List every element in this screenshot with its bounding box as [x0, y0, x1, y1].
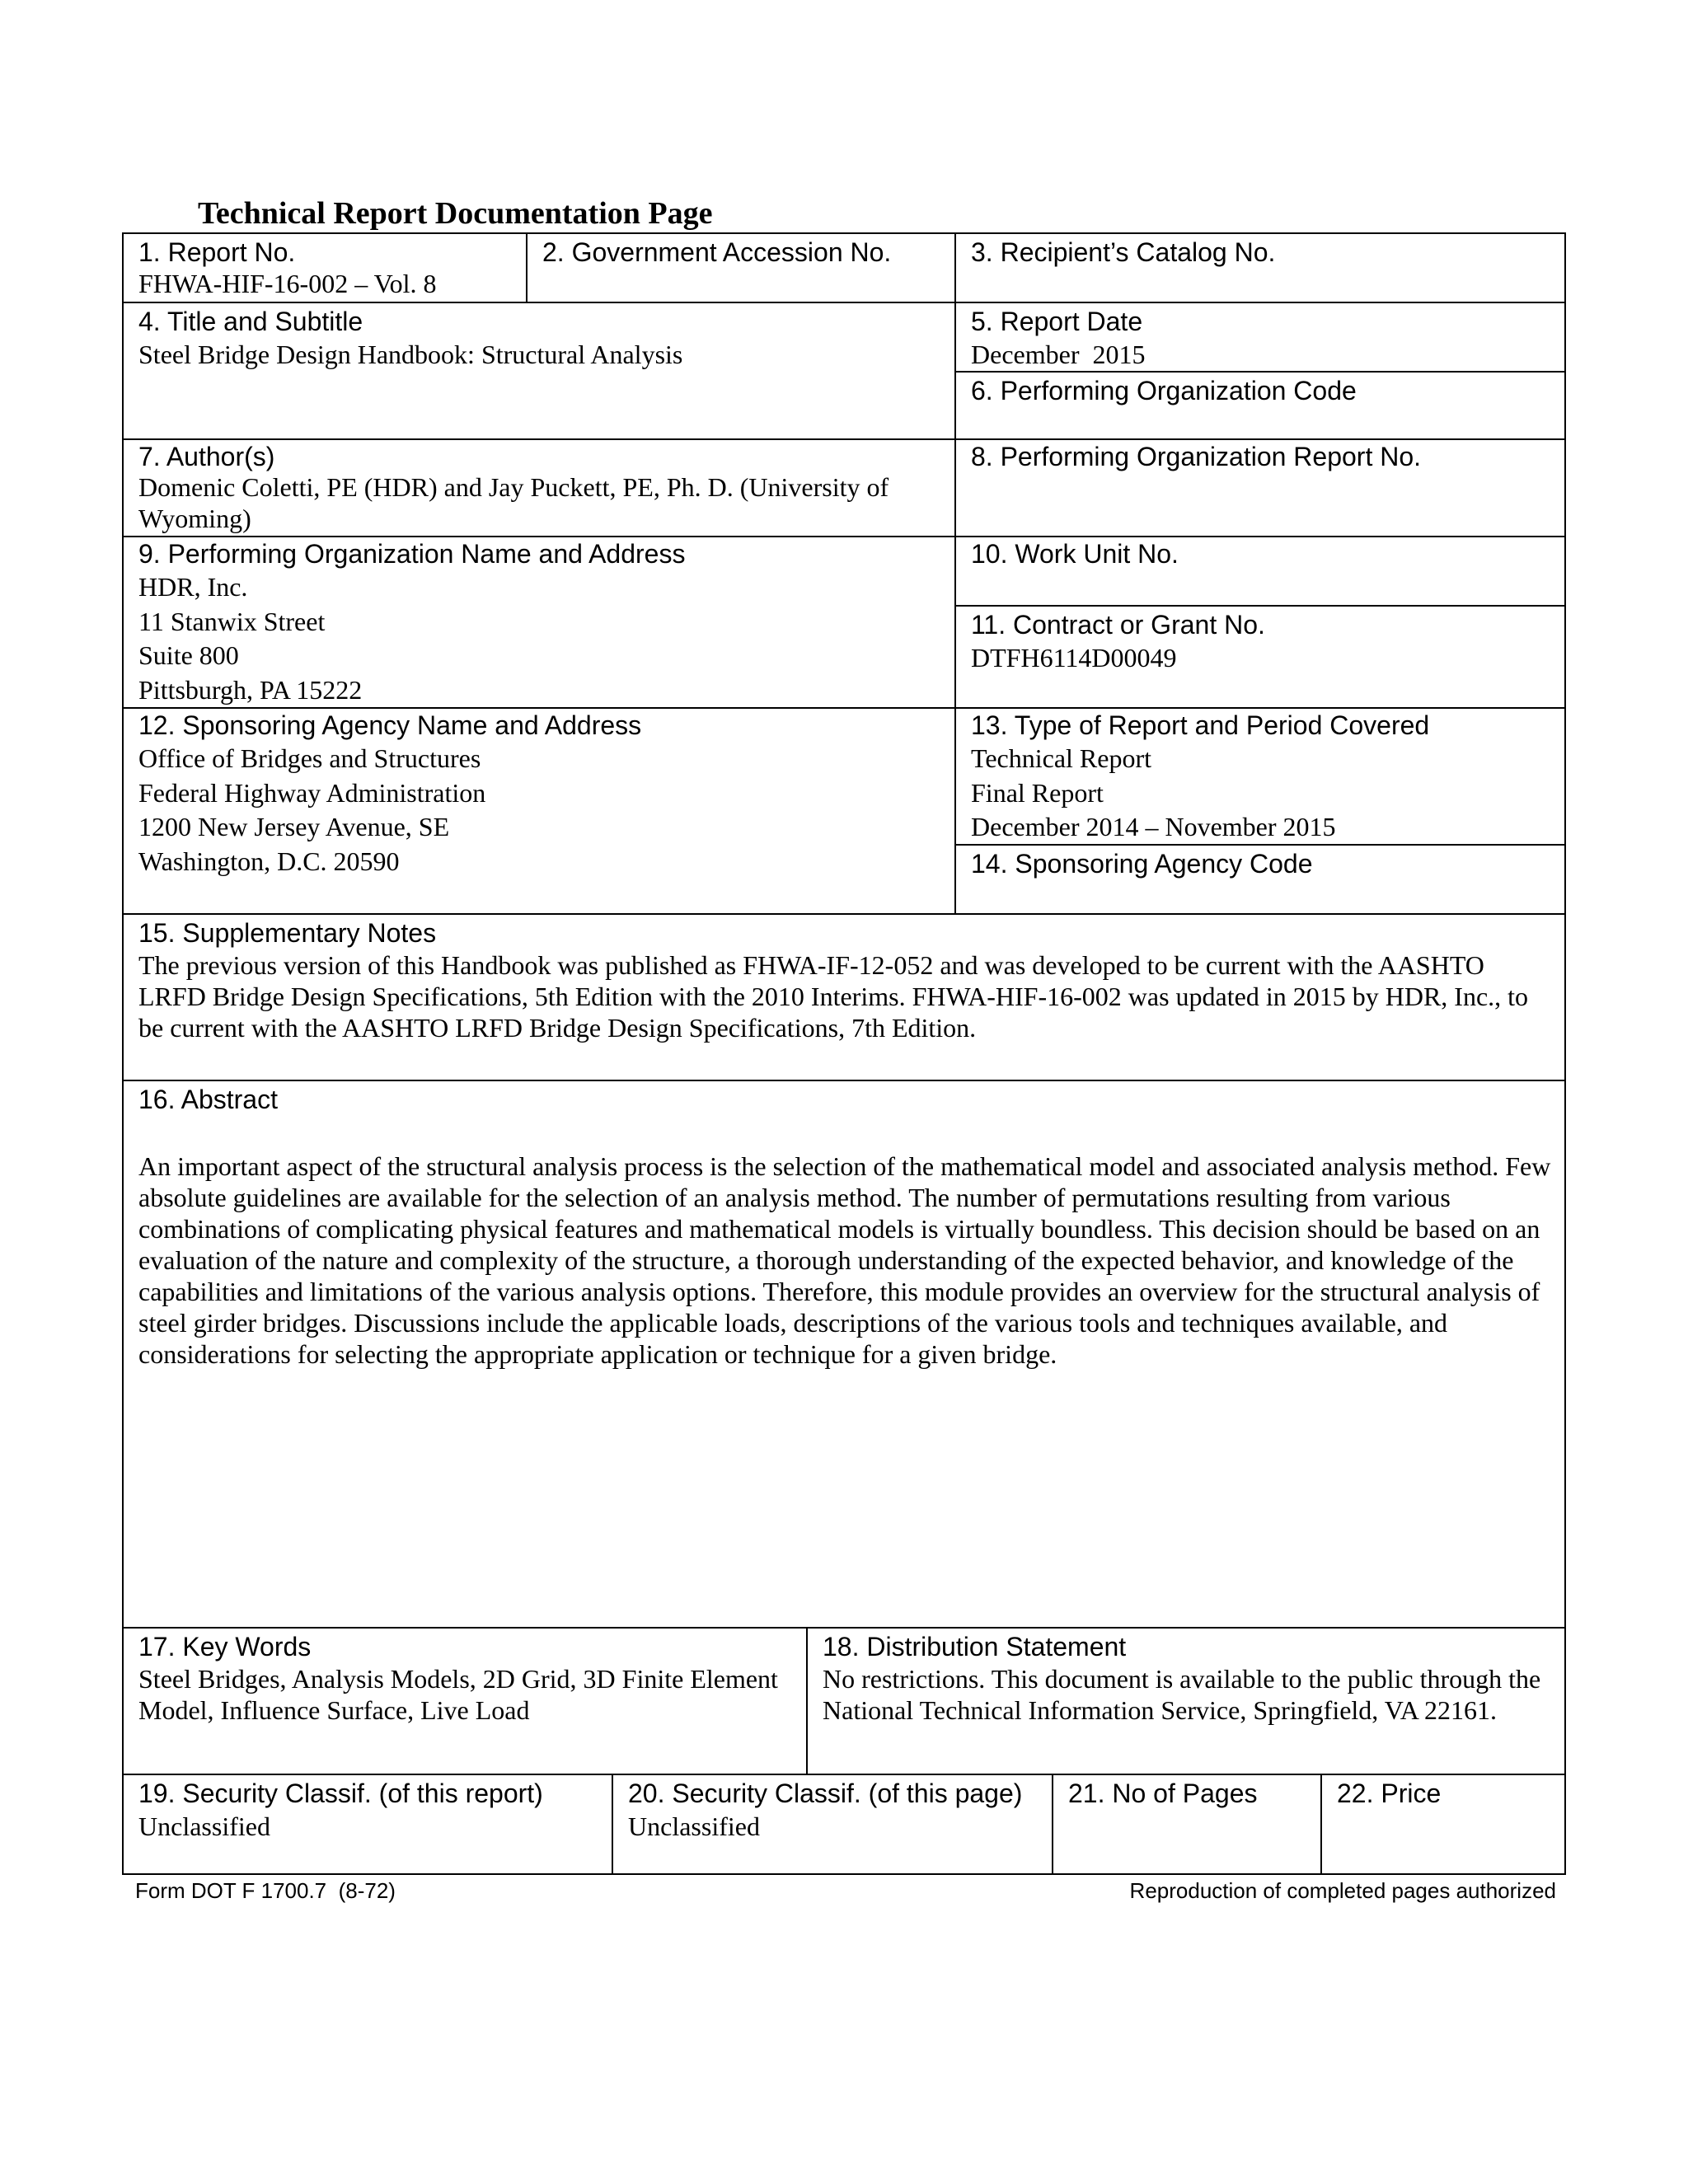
contract-grant-no-label: 11. Contract or Grant No.	[971, 610, 1265, 640]
row-rule	[122, 1774, 1566, 1775]
key-words-value: Steel Bridges, Analysis Models, 2D Grid, 3D Finite Element Model, Influence Surface, Live Load	[138, 1664, 778, 1725]
title-subtitle-label: 4. Title and Subtitle	[138, 307, 363, 336]
row-rule	[122, 302, 1566, 303]
report-type-line: Technical Report	[971, 743, 1151, 773]
report-no-value: FHWA-HIF-16-002 – Vol. 8	[138, 269, 437, 298]
supplementary-notes-text: The previous version of this Handbook was published as FHWA-IF-12-052 and was developed to be current with the AASHTO LRFD Bridge Design Specifications, 5th Edition with the 2010 Interims. FHWA-HIF-16-002 was updated in 2015 by HDR, Inc., to be current with the AASHTO LRFD Bridge Design Specifications, 7th Edition.	[138, 950, 1529, 1043]
price-label: 22. Price	[1337, 1779, 1442, 1808]
authors-label: 7. Author(s)	[138, 442, 275, 471]
recipient-catalog-no-label: 3. Recipient’s Catalog No.	[971, 237, 1276, 267]
column-rule	[1564, 232, 1566, 1875]
column-rule	[806, 1627, 808, 1774]
column-rule	[612, 1774, 613, 1874]
distribution-statement-label: 18. Distribution Statement	[823, 1632, 1127, 1661]
work-unit-no-label: 10. Work Unit No.	[971, 539, 1179, 569]
government-accession-no-label: 2. Government Accession No.	[542, 237, 892, 267]
sponsoring-agency-line: Federal Highway Administration	[138, 778, 486, 808]
performing-org-line: HDR, Inc.	[138, 572, 248, 602]
sponsoring-agency-line: Office of Bridges and Structures	[138, 743, 481, 773]
no-of-pages-label: 21. No of Pages	[1068, 1779, 1258, 1808]
performing-org-report-no-label: 8. Performing Organization Report No.	[971, 442, 1422, 471]
row-rule	[122, 1080, 1566, 1081]
performing-org-code-label: 6. Performing Organization Code	[971, 376, 1357, 405]
row-rule	[954, 605, 1566, 607]
sponsoring-agency-line: Washington, D.C. 20590	[138, 846, 400, 876]
security-classif-report-label: 19. Security Classif. (of this report)	[138, 1779, 543, 1808]
column-rule	[1320, 1774, 1322, 1874]
sponsoring-agency-code-label: 14. Sponsoring Agency Code	[971, 849, 1313, 879]
row-rule	[122, 1873, 1566, 1875]
performing-org-name-address-label: 9. Performing Organization Name and Address	[138, 539, 686, 569]
form-number: Form DOT F 1700.7 (8-72)	[135, 1878, 396, 1903]
reproduction-note: Reproduction of completed pages authorized	[1129, 1878, 1556, 1903]
security-classif-report-value: Unclassified	[138, 1811, 270, 1841]
report-date-value: December 2015	[971, 340, 1146, 369]
report-date-label: 5. Report Date	[971, 307, 1143, 336]
column-rule	[526, 232, 528, 302]
distribution-statement-value: No restrictions. This document is available to the public through the National Technical Information Service, Springfield, VA 22161.	[823, 1664, 1541, 1725]
abstract-text: An important aspect of the structural analysis process is the selection of the mathematical model and associated analysis method. Few absolute guidelines are available for the selection of an analysis method. The number of permutations resulting from various combinations of complicating physical features and mathematical models is virtually boundless. This decision should be based on an evaluation of the nature and complexity of the structure, a thorough understanding of the expected behavior, and knowledge of the capabilities and limitations of the various analysis options. Therefore, this module provides an overview for the structural analysis of steel girder bridges. Discussions include the applicable loads, descriptions of the various tools and techniques available, and considerations for selecting the appropriate application or technique for a given bridge.	[138, 1151, 1551, 1369]
column-rule	[954, 232, 956, 913]
row-rule	[122, 913, 1566, 915]
row-rule	[122, 232, 1566, 234]
column-rule	[122, 232, 124, 1875]
performing-org-line: Suite 800	[138, 640, 239, 670]
row-rule	[954, 371, 1566, 373]
report-type-line: December 2014 – November 2015	[971, 812, 1336, 841]
row-rule	[122, 1627, 1566, 1629]
report-form-table	[122, 232, 1566, 1875]
page-title: Technical Report Documentation Page	[198, 196, 713, 231]
sponsoring-agency-name-address-label: 12. Sponsoring Agency Name and Address	[138, 710, 642, 740]
report-type-line: Final Report	[971, 778, 1104, 808]
report-no-label: 1. Report No.	[138, 237, 296, 267]
security-classif-page-label: 20. Security Classif. (of this page)	[628, 1779, 1023, 1808]
performing-org-line: 11 Stanwix Street	[138, 607, 326, 636]
abstract-label: 16. Abstract	[138, 1085, 278, 1114]
title-subtitle-value: Steel Bridge Design Handbook: Structural Analysis	[138, 340, 683, 369]
report-type-period-label: 13. Type of Report and Period Covered	[971, 710, 1430, 740]
supplementary-notes-label: 15. Supplementary Notes	[138, 918, 437, 948]
column-rule	[1052, 1774, 1053, 1874]
security-classif-page-value: Unclassified	[628, 1811, 760, 1841]
sponsoring-agency-line: 1200 New Jersey Avenue, SE	[138, 812, 450, 841]
key-words-label: 17. Key Words	[138, 1632, 312, 1661]
contract-grant-no-value: DTFH6114D00049	[971, 643, 1177, 673]
performing-org-line: Pittsburgh, PA 15222	[138, 675, 363, 705]
authors-value: Domenic Coletti, PE (HDR) and Jay Puckett, PE, Ph. D. (University of Wyoming)	[138, 472, 889, 533]
row-rule	[954, 844, 1566, 846]
